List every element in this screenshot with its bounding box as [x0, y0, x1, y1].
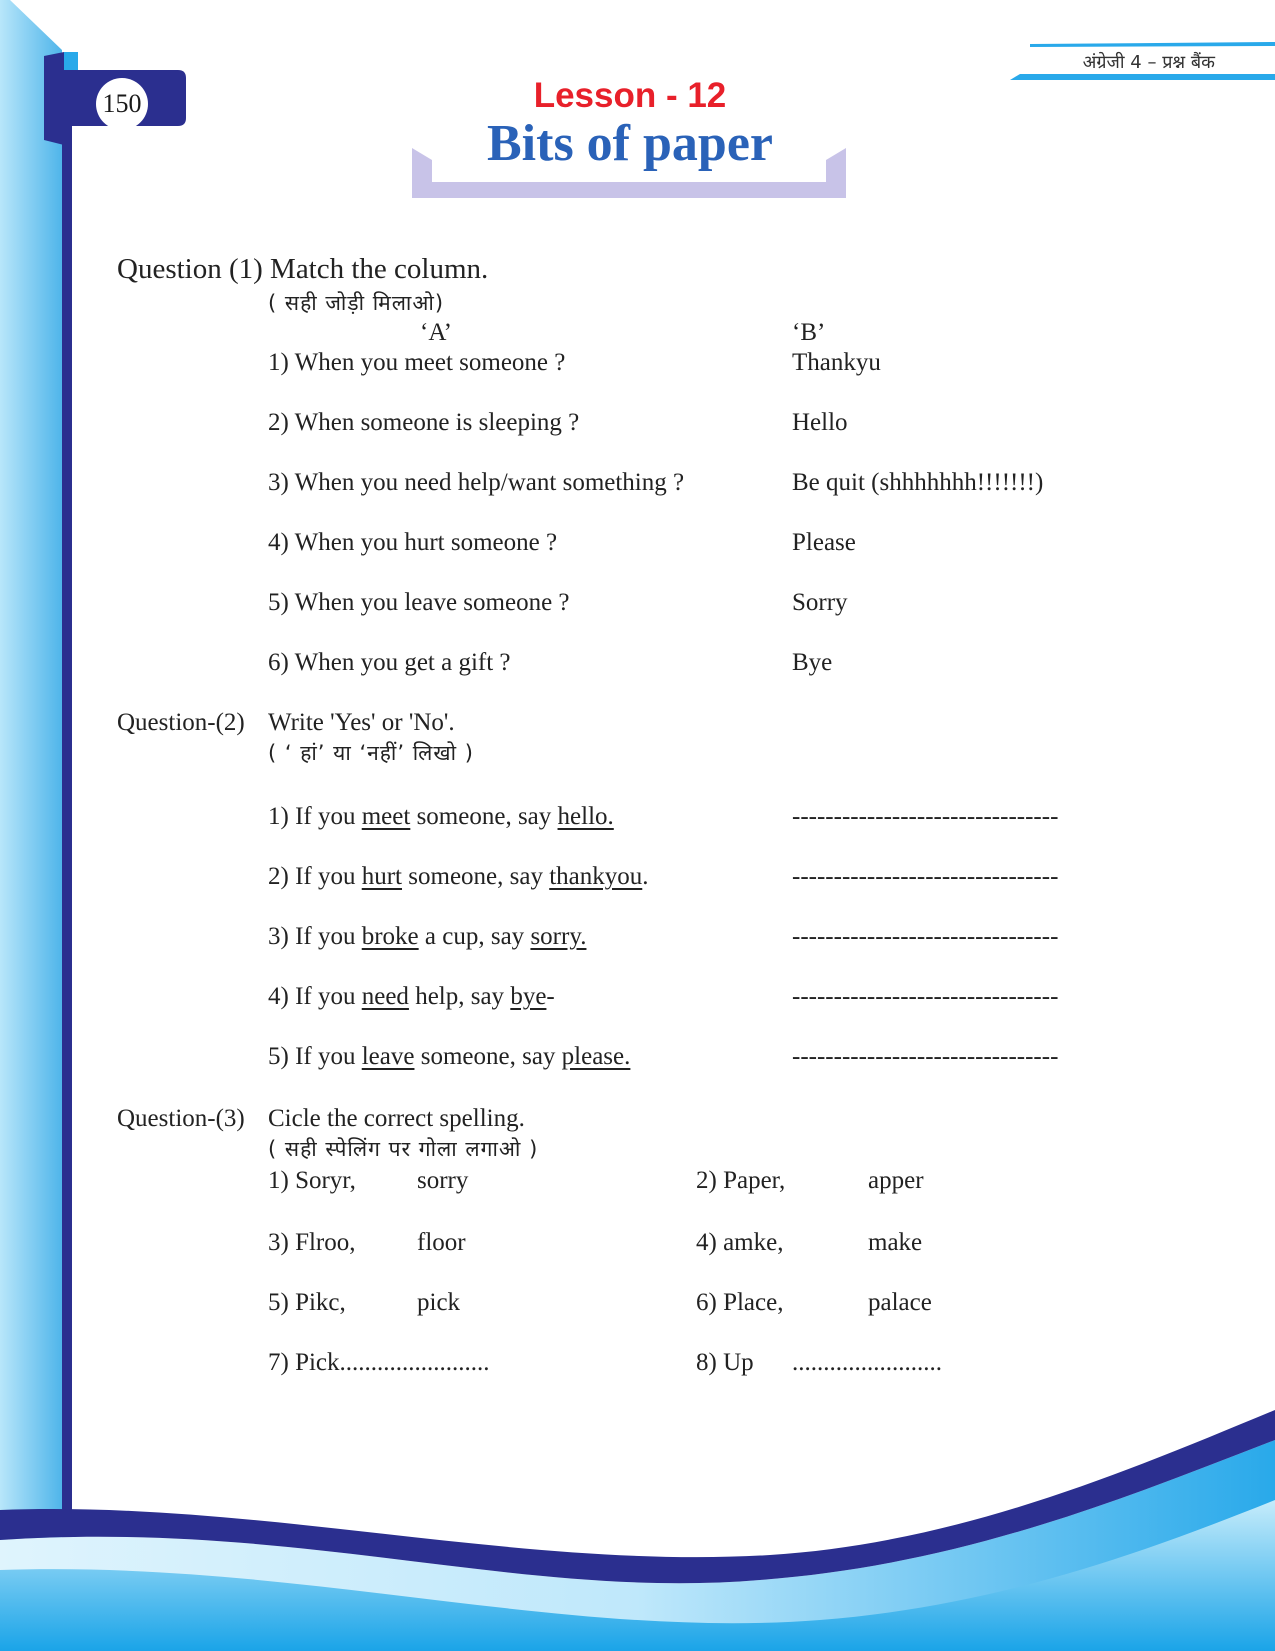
match-item-a: 5) When you leave someone ?	[268, 589, 570, 616]
match-item-b: Thankyu	[792, 349, 881, 376]
question2-heading: Write 'Yes' or 'No'.	[268, 709, 455, 736]
column-a-label: ‘A’	[420, 319, 452, 346]
spelling-blank[interactable]: ........................	[792, 1349, 942, 1376]
spelling-option: 3) Flroo,	[268, 1229, 356, 1256]
question1-heading: Question (1) Match the column.	[117, 253, 489, 285]
yes-no-statement: 5) If you leave someone, say please.	[268, 1043, 631, 1070]
match-item-b: Hello	[792, 409, 848, 436]
spelling-option[interactable]: make	[868, 1229, 923, 1256]
match-item-b: Please	[792, 529, 856, 556]
spelling-option: 1) Soryr,	[268, 1167, 356, 1194]
spelling-option[interactable]: sorry	[417, 1167, 469, 1194]
match-item-b: Be quit (shhhhhhh!!!!!!!)	[792, 469, 1044, 496]
answer-blank[interactable]: --------------------------------	[792, 983, 1059, 1010]
spelling-option: 5) Pikc,	[268, 1289, 346, 1316]
page-tab	[44, 52, 64, 145]
header-rule-top	[1030, 42, 1275, 47]
spelling-option[interactable]: floor	[417, 1229, 466, 1256]
lesson-title: Bits of paper	[487, 115, 773, 172]
answer-blank[interactable]: --------------------------------	[792, 923, 1059, 950]
match-item-a: 1) When you meet someone ?	[268, 349, 566, 376]
match-item-b: Bye	[792, 649, 833, 676]
match-item-a: 2) When someone is sleeping ?	[268, 409, 580, 436]
spelling-option: 8) Up	[696, 1349, 754, 1376]
spelling-option[interactable]: pick	[417, 1289, 461, 1316]
question2-hindi: ( ‘ हां’ या ‘नहीं’ लिखो )	[268, 741, 474, 765]
match-item-a: 6) When you get a gift ?	[268, 649, 511, 676]
spelling-blank[interactable]: 7) Pick........................	[268, 1349, 490, 1376]
yes-no-statement: 1) If you meet someone, say hello.	[268, 803, 614, 830]
yes-no-statement: 4) If you need help, say bye-	[268, 983, 555, 1010]
question3-label: Question-(3)	[117, 1105, 245, 1132]
column-b-label: ‘B’	[792, 319, 826, 346]
question2-label: Question-(2)	[117, 709, 245, 736]
running-header: अंग्रेजी 4 – प्रश्न बैंक	[1082, 52, 1215, 73]
answer-blank[interactable]: --------------------------------	[792, 803, 1059, 830]
match-item-a: 3) When you need help/want something ?	[268, 469, 685, 496]
spelling-option: 4) amke,	[696, 1229, 784, 1256]
yes-no-statement: 2) If you hurt someone, say thankyou.	[268, 863, 649, 890]
lesson-label: Lesson - 12	[533, 76, 727, 115]
spelling-option[interactable]: palace	[868, 1289, 932, 1316]
header-rule	[1010, 74, 1275, 80]
page-tab-fold	[64, 52, 78, 70]
spelling-option[interactable]: apper	[868, 1167, 924, 1194]
answer-blank[interactable]: --------------------------------	[792, 1043, 1059, 1070]
left-bar	[62, 60, 72, 1540]
yes-no-statement: 3) If you broke a cup, say sorry.	[268, 923, 587, 950]
question1-hindi: ( सही जोड़ी मिलाओ)	[268, 291, 445, 315]
page-number: 150	[102, 89, 142, 118]
spelling-option: 2) Paper,	[696, 1167, 786, 1194]
spelling-option: 6) Place,	[696, 1289, 784, 1316]
question3-heading: Cicle the correct spelling.	[268, 1105, 525, 1132]
left-band	[0, 0, 62, 1560]
answer-blank[interactable]: --------------------------------	[792, 863, 1059, 890]
match-item-b: Sorry	[792, 589, 848, 616]
match-item-a: 4) When you hurt someone ?	[268, 529, 558, 556]
question3-hindi: ( सही स्पेलिंग पर गोला लगाओ )	[268, 1137, 539, 1161]
